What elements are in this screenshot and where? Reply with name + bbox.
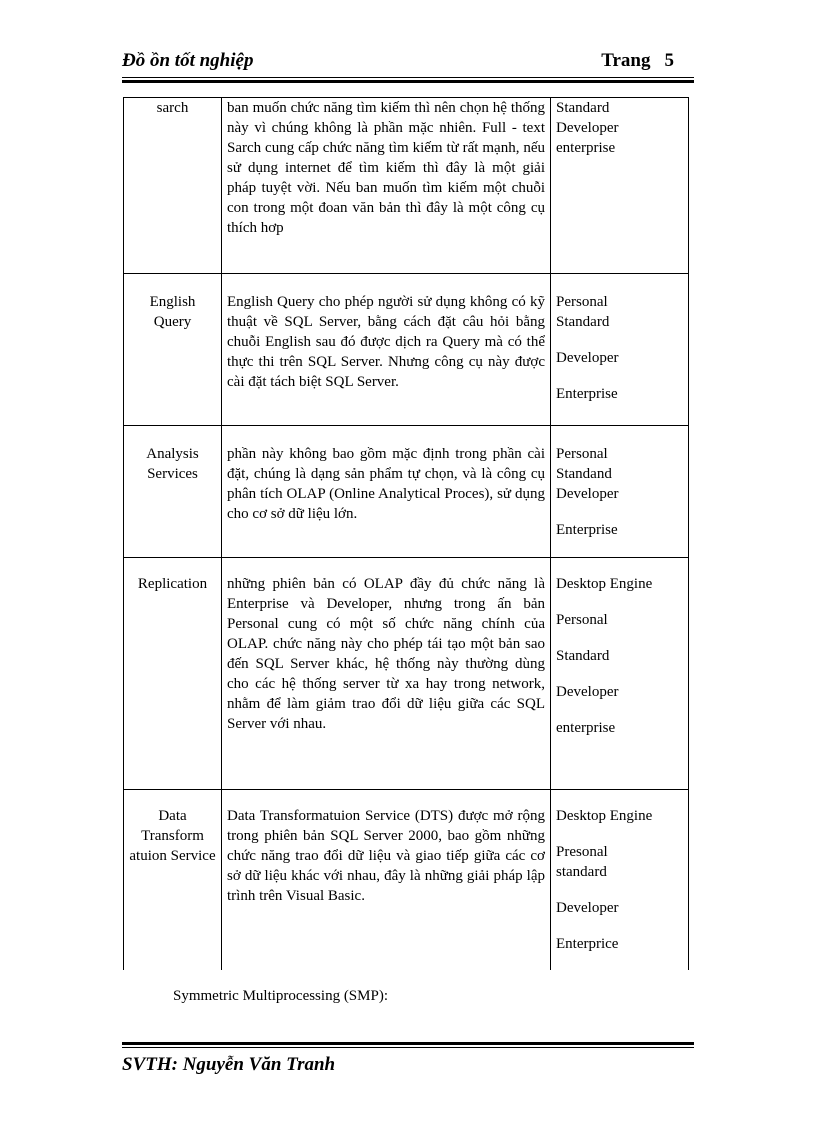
document-title: Đồ ồn tốt nghiệp: [122, 50, 254, 71]
edition-item: Enterprise: [556, 386, 618, 402]
edition-item: Developer: [556, 684, 619, 700]
feature-table: [123, 97, 689, 970]
edition-item: Enterprise: [556, 522, 618, 538]
edition-item: enterprise: [556, 720, 616, 736]
edition-item: Standard: [556, 100, 610, 116]
description-cell: English Query cho phép người sử dụng không có kỹ thuật về SQL Server, bằng cách đặt câu hỏi bằng chuỗi English sau đó được dịch ra Query mà có thể thực thi trên SQL Server. Nhưng công cụ này được cài đặt tách biệt SQL Server.: [222, 274, 551, 426]
editions-cell: [551, 426, 689, 558]
edition-gap: [556, 882, 683, 898]
feature-cell: sarch: [124, 98, 222, 274]
edition-item: Desktop Engine: [556, 576, 653, 592]
edition-item: Presonal: [556, 844, 608, 860]
feature-cell: English Query: [124, 274, 222, 426]
smp-heading: Symmetric Multiprocessing (SMP):: [173, 988, 388, 1004]
page-number: [601, 50, 674, 72]
edition-gap: [556, 332, 683, 348]
header-rule-thick: [122, 80, 694, 83]
editions-cell: [551, 558, 689, 790]
edition-item: enterprise: [556, 140, 616, 156]
table-row: [124, 558, 689, 790]
edition-item: Developer: [556, 486, 619, 502]
edition-gap: [556, 826, 683, 842]
header-rule-thin: [122, 77, 694, 78]
table-row: [124, 790, 689, 970]
description-cell: phần này không bao gồm mặc định trong phần cài đặt, chúng là dạng sản phẩm tự chọn, và là công cụ phân tích OLAP (Online Analytical Proces), sử dụng cho cơ sở dữ liệu lớn.: [222, 426, 551, 558]
page-label: Trang: [601, 50, 651, 71]
edition-item: Standard: [556, 648, 610, 664]
edition-item: Developer: [556, 900, 619, 916]
editions-cell: [551, 274, 689, 426]
edition-item: Enterprice: [556, 936, 619, 952]
edition-item: Personal: [556, 612, 608, 628]
edition-item: Desktop Engine: [556, 808, 653, 824]
edition-gap: [556, 504, 683, 520]
feature-cell: Replication: [124, 558, 222, 790]
edition-gap: [556, 666, 683, 682]
edition-item: standard: [556, 864, 607, 880]
description-cell: Data Transformatuion Service (DTS) được mở rộng trong phiên bản SQL Server 2000, bao gồm những chức năng trao đổi dữ liệu và giao tiếp giữa các cơ sở dữ liệu khác với nhau, đây là những giải pháp lập trình trên Visual Basic.: [222, 790, 551, 970]
footer-rule-thick: [122, 1042, 694, 1045]
edition-item: Personal: [556, 294, 608, 310]
edition-item: Personal: [556, 446, 608, 462]
edition-gap: [556, 594, 683, 610]
edition-gap: [556, 630, 683, 646]
table-row: [124, 98, 689, 274]
page-number-value: 5: [664, 50, 674, 71]
edition-gap: [556, 368, 683, 384]
feature-cell: Data Transform atuion Service: [124, 790, 222, 970]
edition-item: Developer: [556, 350, 619, 366]
footer-rule-thin: [122, 1047, 694, 1048]
editions-cell: [551, 98, 689, 274]
edition-item: Standard: [556, 314, 610, 330]
page-header: [122, 48, 692, 74]
description-cell: ban muốn chức năng tìm kiếm thì nên chọn hệ thống này vì chúng không là phần mặc nhiên. Full - text Sarch cung cấp chức năng tìm kiếm từ rất mạnh, nếu sử dụng internet để tìm kiếm thì đây là một giải pháp tuyệt vời. Nếu ban muốn tìm kiếm một chuỗi con trong một đoan văn bản thì đây là một công cụ thích hơp: [222, 98, 551, 274]
edition-item: Standand: [556, 466, 612, 482]
edition-item: Developer: [556, 120, 619, 136]
table-row: [124, 274, 689, 426]
table-row: [124, 426, 689, 558]
footer-author: SVTH: Nguyễn Văn Tranh: [122, 1054, 336, 1075]
feature-cell: Analysis Services: [124, 426, 222, 558]
description-cell: những phiên bản có OLAP đầy đủ chức năng là Enterprise và Developer, nhưng trong ấn bản Personal cung có một số chức năng chính của OLAP. chức năng này cho phép tái tạo một bản sao đến SQL Server khác, hệ thống này thường dùng cho các hệ thống server từ xa hay trong network, nhằm để làm giảm trao đổi dữ liệu giữa các SQL Server với nhau.: [222, 558, 551, 790]
edition-gap: [556, 702, 683, 718]
editions-cell: [551, 790, 689, 970]
edition-gap: [556, 918, 683, 934]
